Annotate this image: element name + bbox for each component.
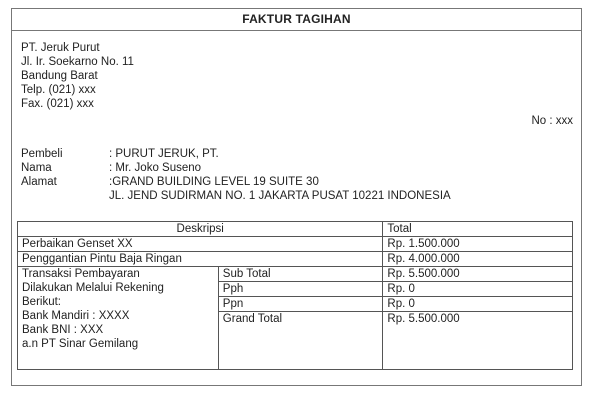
invoice-title: FAKTUR TAGIHAN xyxy=(242,12,351,26)
item-description: Perbaikan Genset XX xyxy=(18,237,383,252)
alamat-value-line-2: JL. JEND SUDIRMAN NO. 1 JAKARTA PUSAT 10221 INDONESIA xyxy=(109,190,451,202)
payment-note-line: Dilakukan Melalui Rekening xyxy=(22,282,164,294)
ppn-value: Rp. 0 xyxy=(383,297,573,312)
header-deskripsi: Deskripsi xyxy=(18,222,383,237)
summary-row-subtotal xyxy=(18,267,573,282)
item-total: Rp. 4.000.000 xyxy=(383,252,573,267)
ppn-label: Ppn xyxy=(218,297,383,312)
grand-total-label: Grand Total xyxy=(218,312,383,370)
company-phone: Telp. (021) xxx xyxy=(21,84,96,96)
buyer-pembeli-row xyxy=(21,147,451,161)
pembeli-value: : PURUT JERUK, PT. xyxy=(109,148,219,160)
invoice-number: No : xxx xyxy=(531,115,573,127)
company-block xyxy=(21,41,134,111)
table-row xyxy=(18,237,573,252)
header-total: Total xyxy=(383,222,573,237)
payment-note-line: Berikut: xyxy=(22,296,61,308)
nama-value: : Mr. Joko Suseno xyxy=(109,162,202,174)
payment-note-line: Transaksi Pembayaran xyxy=(22,268,140,280)
company-city: Bandung Barat xyxy=(21,70,98,82)
pembeli-label: Pembeli xyxy=(21,148,63,160)
buyer-nama-row xyxy=(21,161,451,175)
company-name: PT. Jeruk Purut xyxy=(21,42,100,54)
alamat-value-line-1: :GRAND BUILDING LEVEL 19 SUITE 30 xyxy=(109,176,319,188)
payment-note xyxy=(18,267,219,370)
subtotal-value: Rp. 5.500.000 xyxy=(383,267,573,282)
grand-total-value: Rp. 5.500.000 xyxy=(383,312,573,370)
pph-label: Pph xyxy=(218,282,383,297)
table-header-row xyxy=(18,222,573,237)
alamat-label: Alamat xyxy=(21,176,57,188)
subtotal-label: Sub Total xyxy=(218,267,383,282)
invoice-items-table xyxy=(17,221,573,370)
payment-note-line: Bank BNI : XXX xyxy=(22,324,104,336)
title-divider xyxy=(12,30,581,31)
buyer-alamat-row xyxy=(21,175,451,189)
nama-label: Nama xyxy=(21,162,52,174)
item-total: Rp. 1.500.000 xyxy=(383,237,573,252)
pph-value: Rp. 0 xyxy=(383,282,573,297)
payment-note-line: a.n PT Sinar Gemilang xyxy=(22,338,139,350)
payment-note-line: Bank Mandiri : XXXX xyxy=(22,310,130,322)
buyer-block xyxy=(21,147,451,203)
company-fax: Fax. (021) xxx xyxy=(21,98,94,110)
item-description: Penggantian Pintu Baja Ringan xyxy=(18,252,383,267)
company-street: Jl. Ir. Soekarno No. 11 xyxy=(21,56,134,68)
table-row xyxy=(18,252,573,267)
